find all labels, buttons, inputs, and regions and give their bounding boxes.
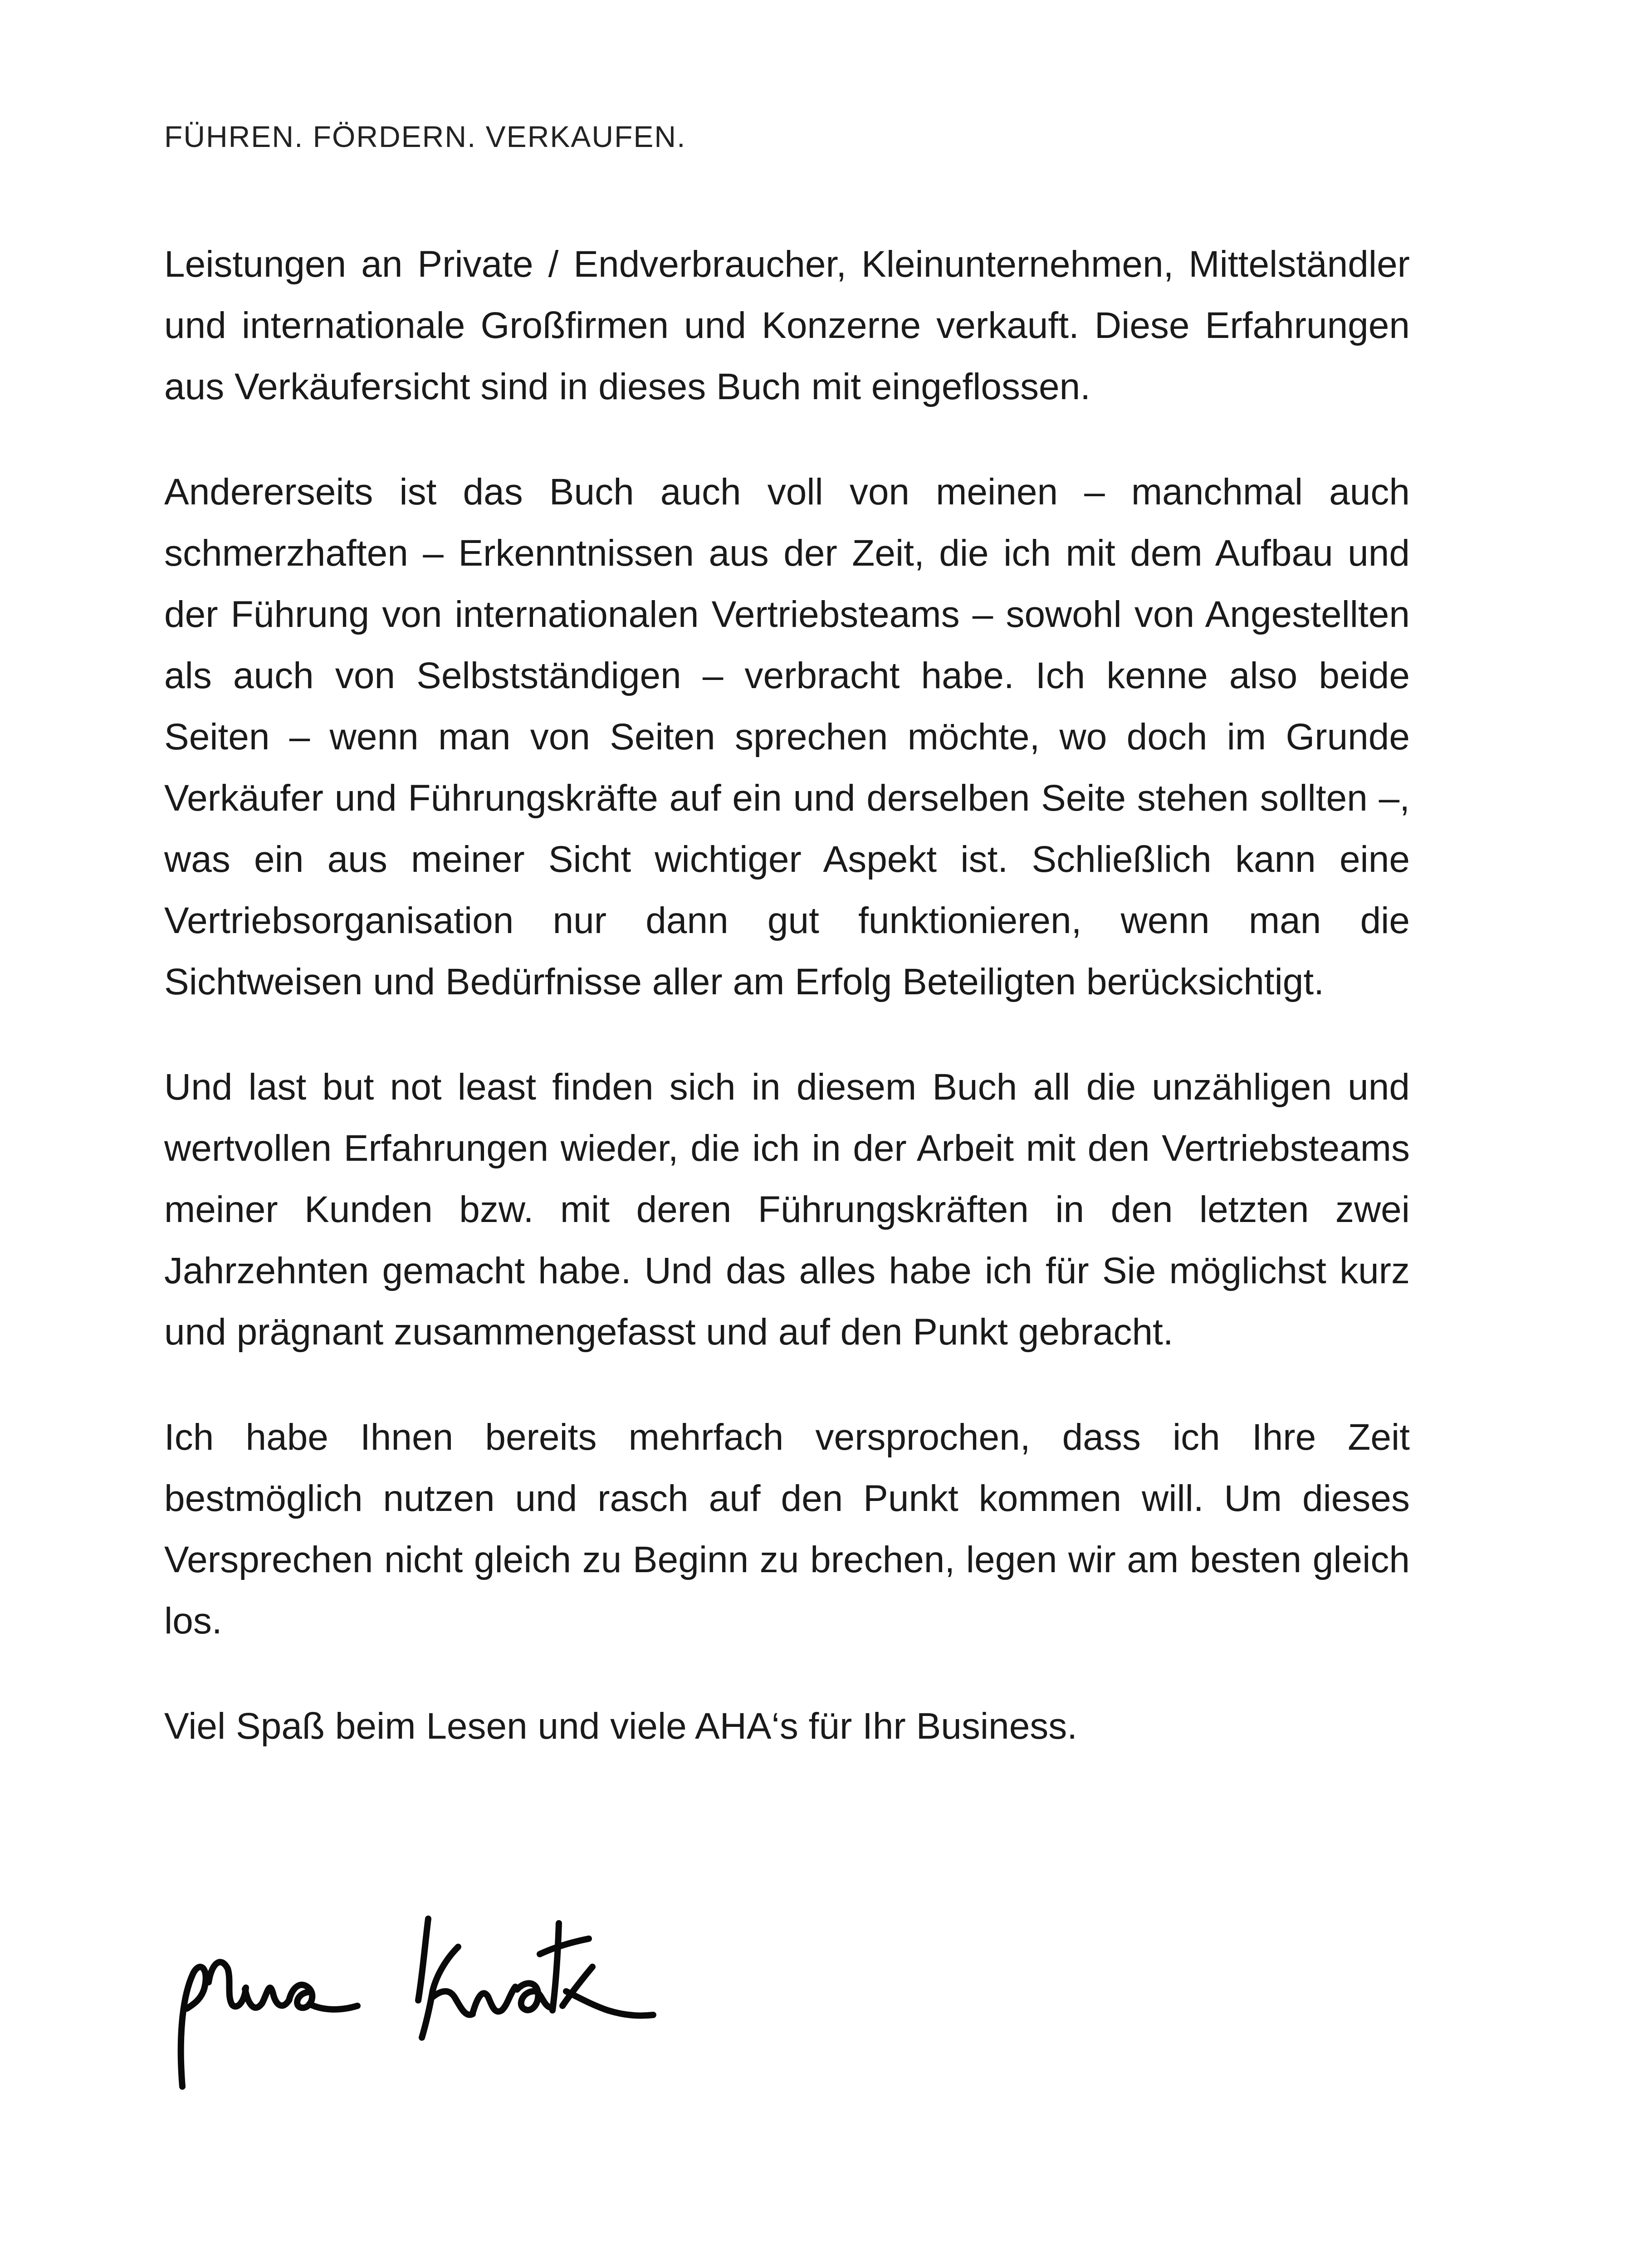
running-header: FÜHREN. FÖRDERN. VERKAUFEN. xyxy=(164,120,686,153)
paragraph: Ich habe Ihnen bereits mehrfach versprochen, dass ich Ihre Zeit bestmöglich nutzen und rasch auf den Punkt kommen will. Um dieses Versprechen nicht gleich zu Beginn zu brechen, legen wir am besten gleich los. xyxy=(164,1417,1410,1642)
handwritten-signature xyxy=(164,1892,686,2100)
paragraph: Andererseits ist das Buch auch voll von meinen – manchmal auch schmerzhaften – Erkenntnissen aus der Zeit, die ich mit dem Aufbau und der Führung von internationalen Vertriebsteams – sowohl von Angestellten als auch von Selbstständigen – verbracht habe. Ich kenne also beide Seiten – wenn man von Seiten sprechen möchte, wo doch im Grunde Verkäufer und Führungskräfte auf ein und derselben Seite stehen sollten –, was ein aus meiner Sicht wichtiger Aspekt ist. Schließlich kann eine Vertriebsorganisation nur dann gut funktionieren, wenn man die Sichtweisen und Bedürfnisse aller am Erfolg Beteiligten berücksichtigt. xyxy=(164,471,1410,1002)
paragraph: Leistungen an Private / Endverbraucher, Kleinunternehmen, Mittelständler und internationale Großfirmen und Konzerne verkauft. Diese Erfahrungen aus Verkäufersicht sind in dieses Buch mit eingeflossen. xyxy=(164,244,1410,407)
body-text xyxy=(164,234,1410,1801)
paragraph: Und last but not least finden sich in diesem Buch all die unzähligen und wertvollen Erfahrungen wieder, die ich in der Arbeit mit den Vertriebsteams meiner Kunden bzw. mit deren Führungskräften in den letzten zwei Jahrzehnten gemacht habe. Und das alles habe ich für Sie möglichst kurz und prägnant zusammengefasst und auf den Punkt gebracht. xyxy=(164,1066,1410,1353)
closing-line: Viel Spaß beim Lesen und viele AHA‘s für Ihr Business. xyxy=(164,1706,1078,1747)
